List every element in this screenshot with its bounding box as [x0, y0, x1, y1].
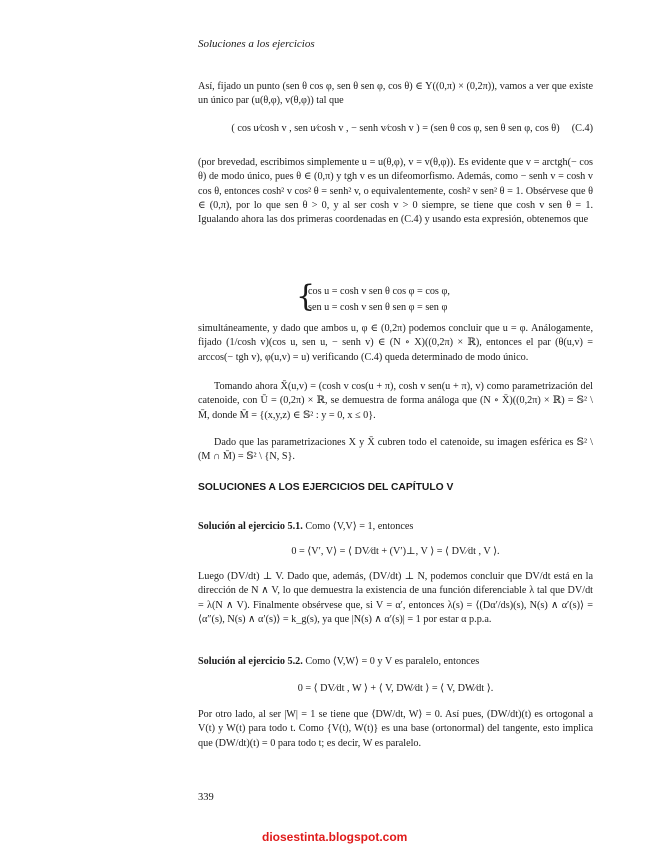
- solution-lead: Solución al ejercicio 5.2.: [198, 656, 303, 667]
- running-header: Soluciones a los ejercicios: [198, 38, 315, 50]
- paragraph-spherical-image: [198, 436, 593, 465]
- paragraph-text: simultáneamente, y dado que ambos u, φ ∈ (0,2π) podemos concluir que u = φ. Análogamente, fijado (1/cosh v)(cos u, sen u, − senh v) ∈ (N ∘ X)((0,2π) × ℝ), entonces el par (θ(u,v) = arccos(− tgh v), φ(u,v) = u) verificando (C.4) queda determinado de modo único.: [198, 323, 593, 363]
- solution-5-1-intro: [198, 520, 593, 534]
- brace-symbol: {: [296, 279, 316, 314]
- solution-intro-text: Como ⟨V,W⟩ = 0 y V es paralelo, entonces: [305, 656, 480, 667]
- watermark-link[interactable]: diosestinta.blogspot.com: [262, 830, 408, 844]
- solution-lead: Solución al ejercicio 5.1.: [198, 521, 303, 532]
- paragraph-brevity: [198, 156, 593, 227]
- equation-number: (C.4): [571, 123, 593, 134]
- equation-5-2: [198, 683, 593, 694]
- paragraph-text: Luego (DV/dt) ⊥ V. Dado que, además, (DV/dt) ⊥ N, podemos concluir que DV/dt está en la dirección de N ∧ V, lo que demuestra la existencia de una función diferenciable λ tal que DV/dt = λ(N ∧ V). Finalmente obsérvese que, si V = α′, entonces λ(s) = ⟨(Dα′/ds)(s), N(s) ∧ α′(s)⟩ = ⟨α″(s), N(s) ∧ α′(s)⟩ = k_g(s), ya que |N(s) ∧ α′(s)| = 1 por estar α p.p.a.: [198, 571, 593, 625]
- equation-formula: 0 = ⟨ DV⁄dt , W ⟩ + ⟨ V, DW⁄dt ⟩ = ⟨ V, DW⁄dt ⟩.: [297, 683, 494, 694]
- equation-formula: ( cos u⁄cosh v , sen u⁄cosh v , − senh v⁄cosh v ) = (sen θ cos φ, sen θ sen φ, cos θ): [231, 123, 560, 134]
- system-line-2: sen u = cosh v sen θ sen φ = sen φ: [308, 302, 448, 313]
- paragraph-text: Tomando ahora X̄(u,v) = (cosh v cos(u + π), cosh v sen(u + π), v) como parametrización del catenoide, con Ū = (0,2π) × ℝ, se demuestra de forma análoga que (N ∘ X̄)((0,2π) × ℝ) = 𝕊² \ M̄, donde M̄ = {(x,y,z) ∈ 𝕊² : y = 0, x ≤ 0}.: [198, 381, 593, 421]
- system-line-1: cos u = cosh v sen θ cos φ = cos φ,: [308, 286, 450, 297]
- paragraph-catenoid: [198, 380, 593, 423]
- paragraph-simultaneous: [198, 322, 593, 365]
- solution-5-2-text: [198, 708, 593, 751]
- paragraph-text: Así, fijado un punto (sen θ cos φ, sen θ sen φ, cos θ) ∈ Y((0,π) × (0,2π)), vamos a ver que existe un único par (u(θ,φ), v(θ,φ)) tal que: [198, 81, 593, 107]
- equation-5-1: [198, 546, 593, 557]
- section-title: SOLUCIONES A LOS EJERCICIOS DEL CAPÍTULO V: [198, 482, 454, 493]
- paragraph-text: Dado que las parametrizaciones X y X̄ cubren todo el catenoide, su imagen esférica es 𝕊² \ (M ∩ M̄) = 𝕊² \ {N, S}.: [198, 437, 593, 463]
- paragraph-text: (por brevedad, escribimos simplemente u = u(θ,φ), v = v(θ,φ)). Es evidente que v = arctgh(− cos θ) de modo único, pues θ ∈ (0,π) y tgh v es un difeomorfismo. Además, como − senh v = cosh v cos θ, entonces cosh² v cos² θ = senh² v, o equivalentemente, cosh² v sen² θ = 1. Obsérvese que θ ∈ (0,π), por lo que sen θ > 0, y al ser cosh v > 0 siempre, se tiene que cosh v sen θ = 1. Igualando ahora las dos primeras coordenadas en (C.4) y usando esta expresión, obtenemos que: [198, 157, 593, 226]
- paragraph-intro: [198, 80, 593, 109]
- page-number: 339: [198, 792, 214, 803]
- equation-c4: [198, 123, 593, 134]
- solution-5-1-text: [198, 570, 593, 627]
- solution-5-2-intro: [198, 655, 593, 669]
- paragraph-text: Por otro lado, al ser |W| = 1 se tiene que ⟨DW/dt, W⟩ = 0. Así pues, (DW/dt)(t) es ortogonal a V(t) y W(t) para todo t. Como {V(t), W(t)} es una base (ortonormal) del tangente, esto implica que (DW/dt)(t) = 0 para todo t; es decir, W es paralelo.: [198, 709, 593, 749]
- equation-system: [296, 279, 450, 316]
- equation-formula: 0 = ⟨V′, V⟩ = ⟨ DV⁄dt + (V′)⊥, V ⟩ = ⟨ DV⁄dt , V ⟩.: [291, 546, 500, 557]
- solution-intro-text: Como ⟨V,V⟩ = 1, entonces: [305, 521, 414, 532]
